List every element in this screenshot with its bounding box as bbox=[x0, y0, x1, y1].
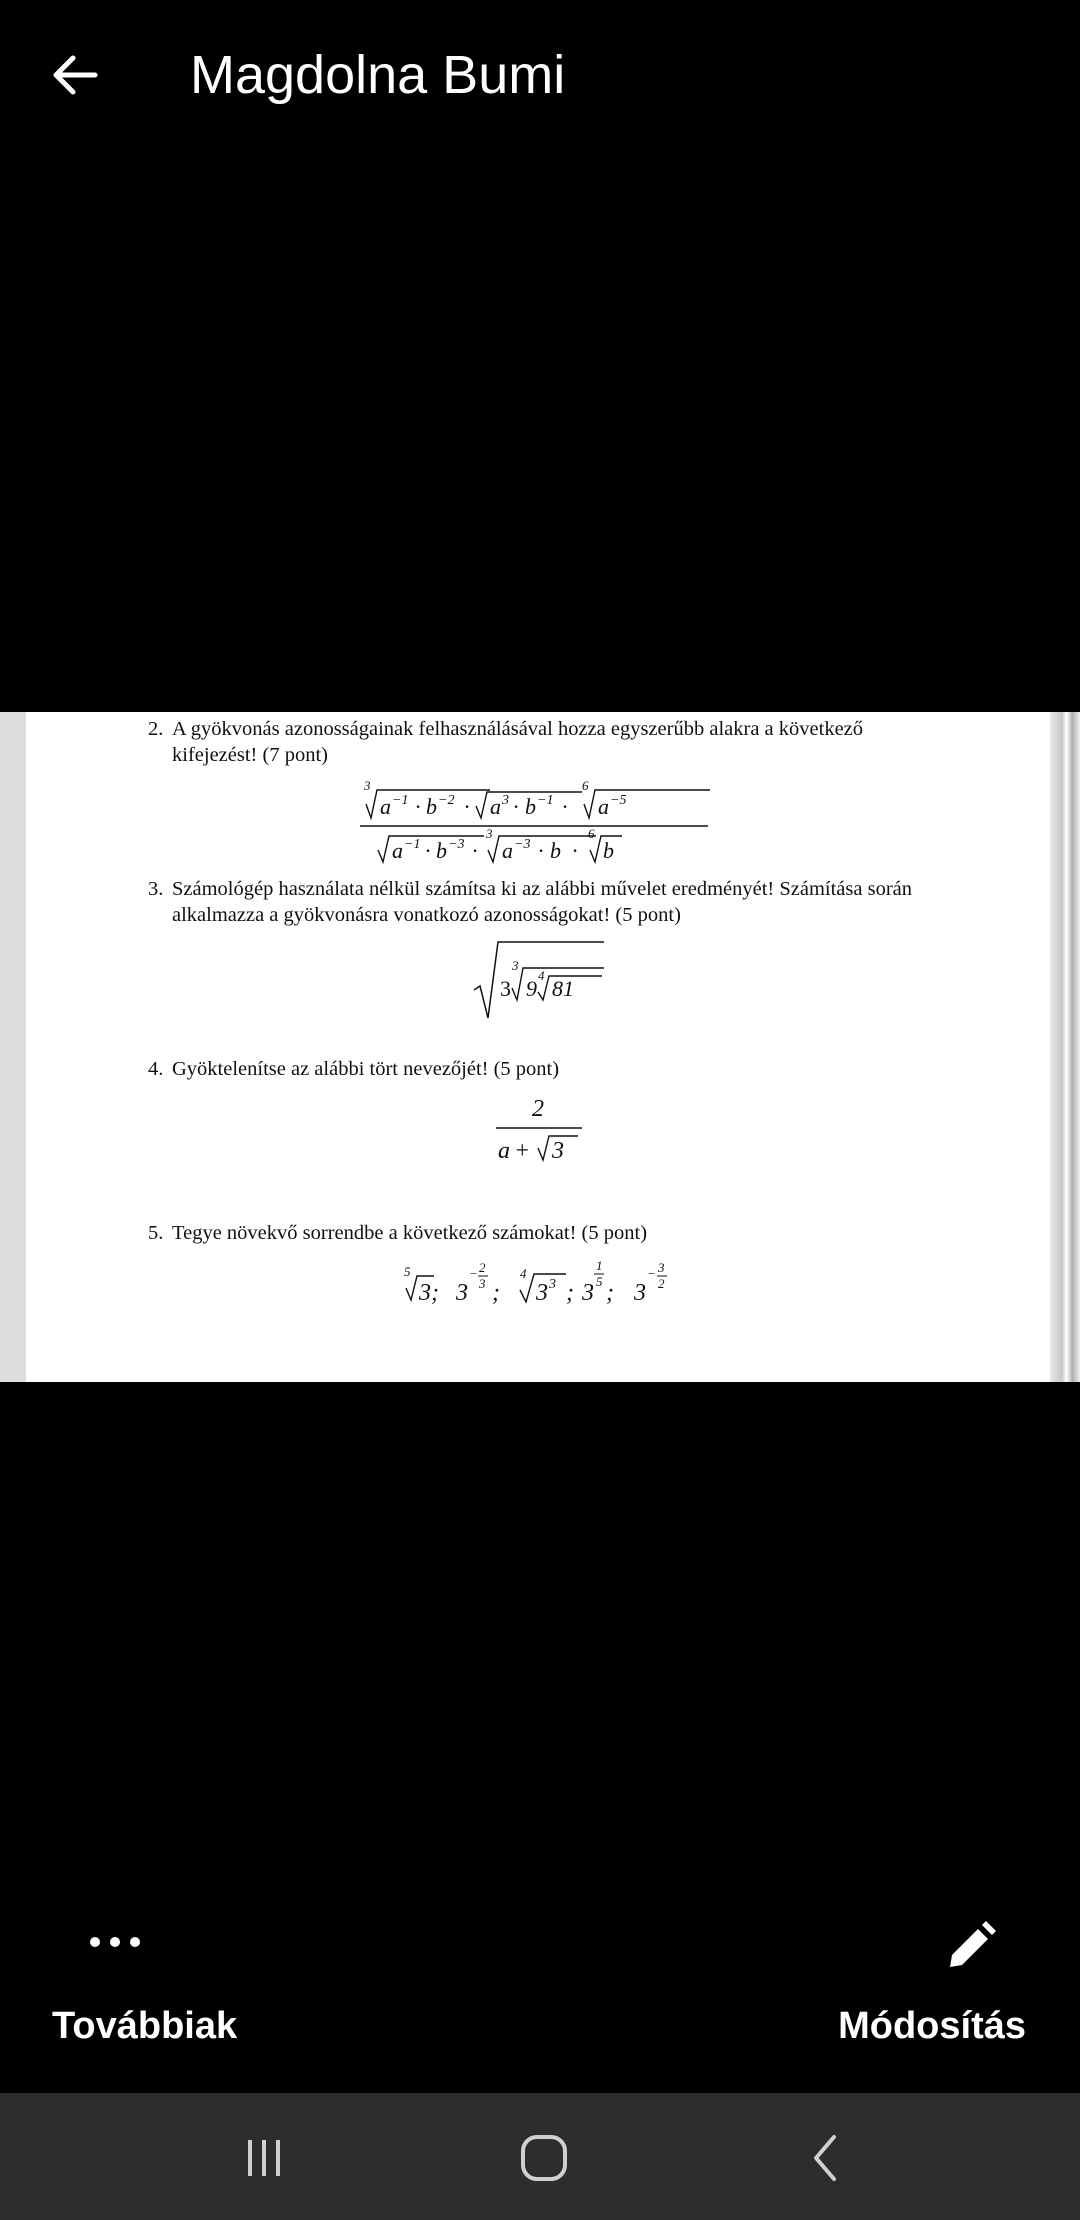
svg-text:3: 3 bbox=[486, 826, 493, 841]
svg-text:6: 6 bbox=[588, 826, 595, 841]
svg-text:;: ; bbox=[606, 1280, 614, 1306]
arrow-left-icon bbox=[49, 49, 101, 101]
question-4 bbox=[148, 1056, 938, 1082]
svg-text:b: b bbox=[525, 794, 536, 819]
system-navigation-bar bbox=[0, 2093, 1080, 2220]
formula-q3 bbox=[472, 940, 612, 1022]
svg-text:3: 3 bbox=[582, 1280, 594, 1306]
svg-text:3: 3 bbox=[500, 976, 511, 1001]
svg-text:−1: −1 bbox=[392, 793, 409, 808]
svg-text:;: ; bbox=[566, 1280, 574, 1306]
home-icon bbox=[519, 2133, 569, 2183]
svg-text:2: 2 bbox=[532, 1096, 544, 1122]
svg-text:b: b bbox=[426, 794, 437, 819]
question-2 bbox=[148, 716, 938, 768]
svg-text:−: − bbox=[469, 1266, 478, 1281]
question-number: 4. bbox=[148, 1058, 164, 1080]
svg-text:1: 1 bbox=[596, 1258, 603, 1273]
svg-text:−: − bbox=[647, 1266, 656, 1281]
svg-text:4: 4 bbox=[538, 968, 545, 983]
svg-text:·: · bbox=[464, 794, 470, 819]
svg-text:2: 2 bbox=[658, 1276, 665, 1291]
sender-name: Magdolna Bumi bbox=[190, 45, 566, 105]
svg-text:a: a bbox=[598, 794, 609, 819]
pencil-icon bbox=[942, 1919, 998, 1975]
question-number: 5. bbox=[148, 1222, 164, 1244]
svg-text:−1: −1 bbox=[537, 793, 554, 808]
svg-text:3: 3 bbox=[456, 1280, 468, 1306]
svg-text:81: 81 bbox=[552, 976, 574, 1001]
page-edge-left bbox=[0, 712, 26, 1382]
svg-text:3: 3 bbox=[364, 778, 371, 793]
svg-text:·: · bbox=[562, 794, 568, 819]
svg-text:b: b bbox=[436, 838, 447, 863]
back-button[interactable] bbox=[40, 40, 110, 110]
svg-text:a: a bbox=[502, 838, 513, 863]
more-label[interactable]: Továbbiak bbox=[52, 2005, 238, 2047]
svg-text:3;: 3; bbox=[419, 1280, 439, 1306]
recents-icon bbox=[242, 2136, 286, 2180]
recents-button[interactable] bbox=[224, 2123, 304, 2193]
nav-back-button[interactable] bbox=[786, 2123, 866, 2193]
svg-text:−5: −5 bbox=[610, 793, 627, 808]
svg-text:b: b bbox=[603, 838, 614, 863]
svg-text:b: b bbox=[550, 838, 561, 863]
svg-text:3: 3 bbox=[479, 1276, 486, 1291]
question-number: 2. bbox=[148, 718, 164, 740]
svg-text:3: 3 bbox=[512, 958, 519, 973]
formula-q5 bbox=[402, 1256, 692, 1316]
svg-text:5: 5 bbox=[404, 1264, 411, 1279]
question-text: A gyökvonás azonosságainak felhasználásával hozza egyszerűbb alakra a következő kifejezést! (7 pont) bbox=[172, 718, 864, 766]
svg-text:·: · bbox=[425, 838, 431, 863]
home-button[interactable] bbox=[504, 2123, 584, 2193]
svg-text:·: · bbox=[415, 794, 421, 819]
svg-text:3: 3 bbox=[536, 1280, 548, 1306]
formula-q4 bbox=[494, 1090, 594, 1170]
svg-text:−3: −3 bbox=[448, 837, 465, 852]
svg-text:−3: −3 bbox=[514, 837, 531, 852]
question-5 bbox=[148, 1220, 938, 1246]
question-text: Számológép használata nélkül számítsa ki az alábbi művelet eredményét! Számítása során alkalmazza a gyökvonásra vonatkozó azonosságokat! (5 pont) bbox=[172, 878, 913, 926]
svg-text:a: a bbox=[380, 794, 391, 819]
question-3 bbox=[148, 876, 938, 928]
more-button[interactable] bbox=[75, 1912, 155, 1972]
svg-text:5: 5 bbox=[596, 1274, 603, 1289]
svg-text:+: + bbox=[514, 1138, 531, 1164]
svg-text:a: a bbox=[498, 1138, 510, 1164]
formula-q2 bbox=[360, 778, 720, 878]
svg-text:·: · bbox=[513, 794, 519, 819]
svg-text:9: 9 bbox=[526, 976, 537, 1001]
svg-text:−2: −2 bbox=[438, 793, 455, 808]
question-text: Gyöktelenítse az alábbi tört nevezőjét! (5 pont) bbox=[172, 1058, 560, 1080]
top-bar bbox=[0, 0, 1080, 150]
svg-text:a: a bbox=[392, 838, 403, 863]
svg-text:·: · bbox=[472, 838, 478, 863]
svg-text:;: ; bbox=[492, 1280, 500, 1306]
svg-text:3: 3 bbox=[658, 1260, 665, 1275]
svg-text:6: 6 bbox=[582, 778, 589, 793]
svg-text:a: a bbox=[490, 794, 501, 819]
svg-text:−1: −1 bbox=[404, 837, 421, 852]
svg-text:3: 3 bbox=[549, 1277, 556, 1292]
svg-text:4: 4 bbox=[520, 1266, 527, 1281]
svg-text:2: 2 bbox=[479, 1260, 486, 1275]
svg-text:3: 3 bbox=[634, 1280, 646, 1306]
edit-button[interactable] bbox=[935, 1912, 1005, 1982]
svg-text:·: · bbox=[538, 838, 544, 863]
page-edge-right bbox=[1050, 712, 1080, 1382]
document-image[interactable] bbox=[0, 712, 1080, 1382]
question-text: Tegye növekvő sorrendbe a következő számokat! (5 pont) bbox=[172, 1222, 648, 1244]
edit-label[interactable]: Módosítás bbox=[838, 2005, 1026, 2047]
question-number: 3. bbox=[148, 878, 164, 900]
nav-back-icon bbox=[806, 2133, 846, 2183]
svg-text:3: 3 bbox=[552, 1138, 564, 1164]
svg-text:3: 3 bbox=[502, 793, 509, 808]
more-dots-icon bbox=[85, 1932, 145, 1952]
svg-text:·: · bbox=[572, 838, 578, 863]
